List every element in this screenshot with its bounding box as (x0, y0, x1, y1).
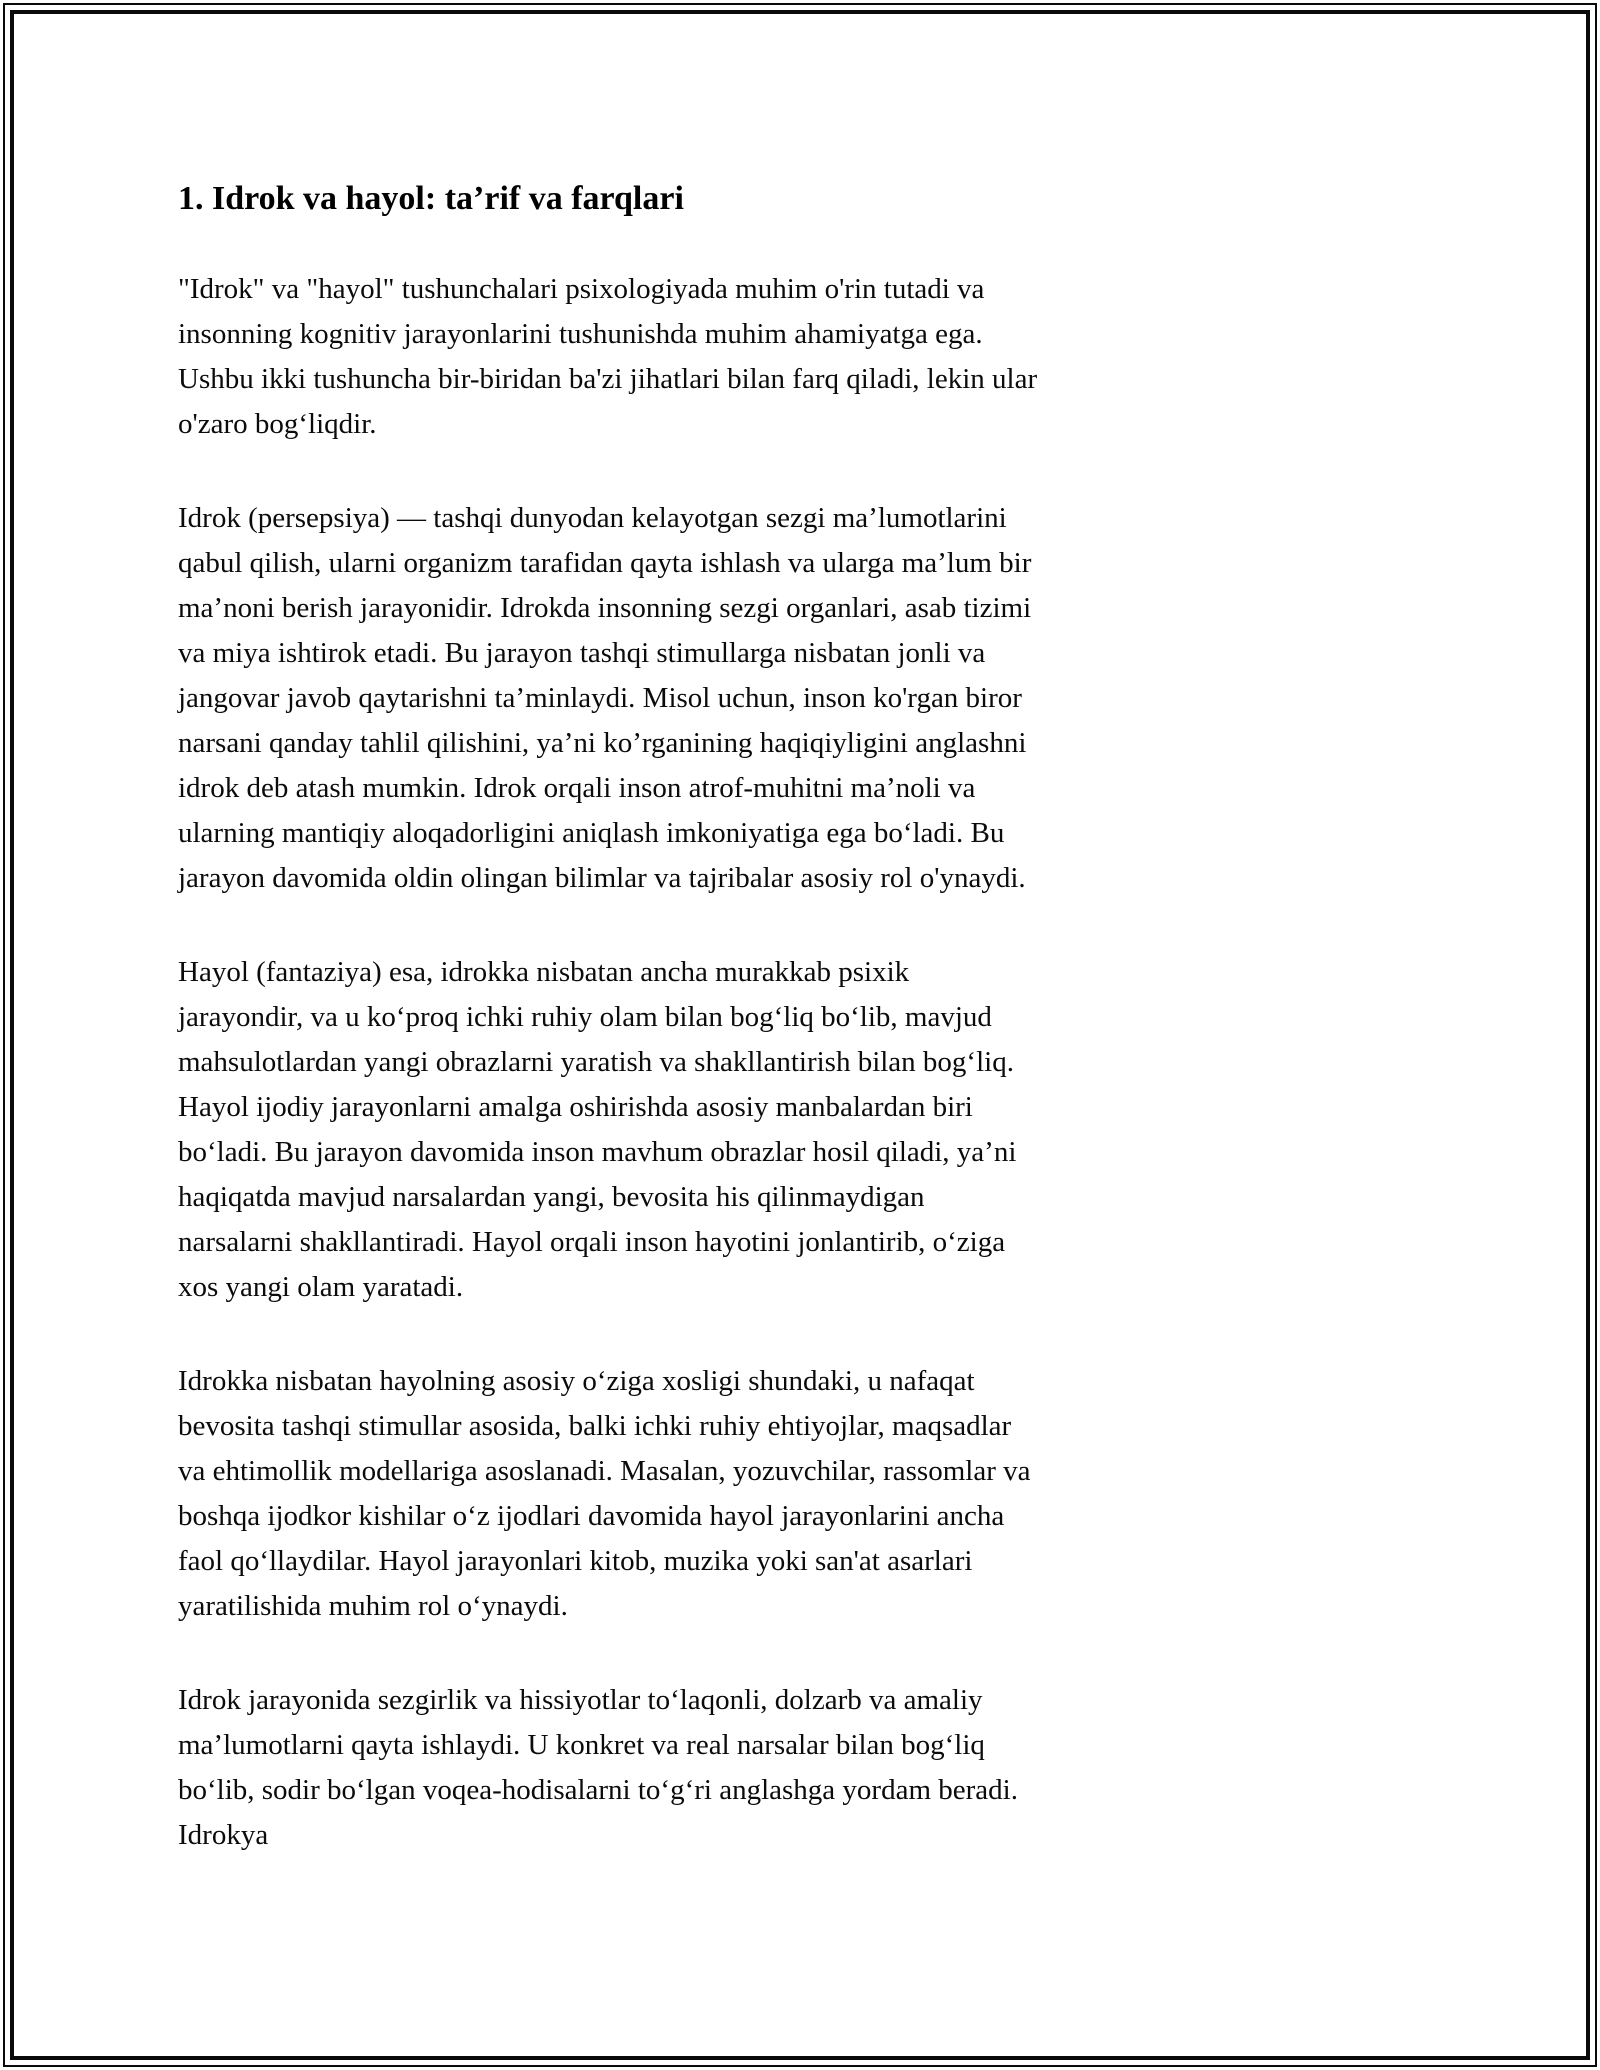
page-title: 1. Idrok va hayol: ta’rif va farqlari (178, 180, 684, 217)
paragraph-hayol-vs-idrok: Idrokka nisbatan hayolning asosiy o‘ziga xosligi shundaki, u nafaqat bevosita tashqi stimullar asosida, balki ichki ruhiy ehtiyojlar, maqsadlar va ehtimollik modellariga asoslanadi. Masalan, yozuvchilar, rassomlar va boshqa ijodkor kishilar o‘z ijodlari davomida hayol jarayonlarini ancha faol qo‘llaydilar. Hayol jarayonlari kitob, muzika yoki san'at asarlari yaratilishida muhim rol o‘ynaydi. (178, 1364, 1031, 1622)
paragraph-idrok-process: Idrok jarayonida sezgirlik va hissiyotlar to‘laqonli, dolzarb va amaliy ma’lumotlarni qayta ishlaydi. U konkret va real narsalar bilan bog‘liq bo‘lib, sodir bo‘lgan voqea-hodisalarni to‘g‘ri anglashga yordam beradi. Idrokya (178, 1683, 1018, 1851)
document-content (178, 178, 1040, 1907)
paragraph-intro: "Idrok" va "hayol" tushunchalari psixologiyada muhim o'rin tutadi va insonning kognitiv jarayonlarini tushunishda muhim ahamiyatga ega. Ushbu ikki tushuncha bir-biridan ba'zi jihatlari bilan farq qiladi, lekin ular o'zaro bog‘liqdir. (178, 272, 1038, 440)
paragraph-hayol-definition: Hayol (fantaziya) esa, idrokka nisbatan ancha murakkab psixik jarayondir, va u ko‘proq ichki ruhiy olam bilan bog‘liq bo‘lib, mavjud mahsulotlardan yangi obrazlarni yaratish va shakllantirish bilan bog‘liq. Hayol ijodiy jarayonlarni amalga oshirishda asosiy manbalardan biri bo‘ladi. Bu jarayon davomida inson mavhum obrazlar hosil qiladi, ya’ni haqiqatda mavjud narsalardan yangi, bevosita his qilinmaydigan narsalarni shakllantiradi. Hayol orqali inson hayotini jonlantirib, o‘ziga xos yangi olam yaratadi. (178, 955, 1017, 1303)
paragraph-idrok-definition: Idrok (persepsiya) — tashqi dunyodan kelayotgan sezgi ma’lumotlarini qabul qilish, ularni organizm tarafidan qayta ishlash va ularga ma’lum bir ma’noni berish jarayonidir. Idrokda insonning sezgi organlari, asab tizimi va miya ishtirok etadi. Bu jarayon tashqi stimullarga nisbatan jonli va jangovar javob qaytarishni ta’minlaydi. Misol uchun, inson ko'rgan biror narsani qanday tahlil qilishini, ya’ni ko’rganining haqiqiyligini anglashni idrok deb atash mumkin. Idrok orqali inson atrof-muhitni ma’noli va ularning mantiqiy aloqadorligini aniqlash imkoniyatiga ega bo‘ladi. Bu jarayon davomida oldin olingan bilimlar va tajribalar asosiy rol o'ynaydi. (178, 501, 1032, 894)
